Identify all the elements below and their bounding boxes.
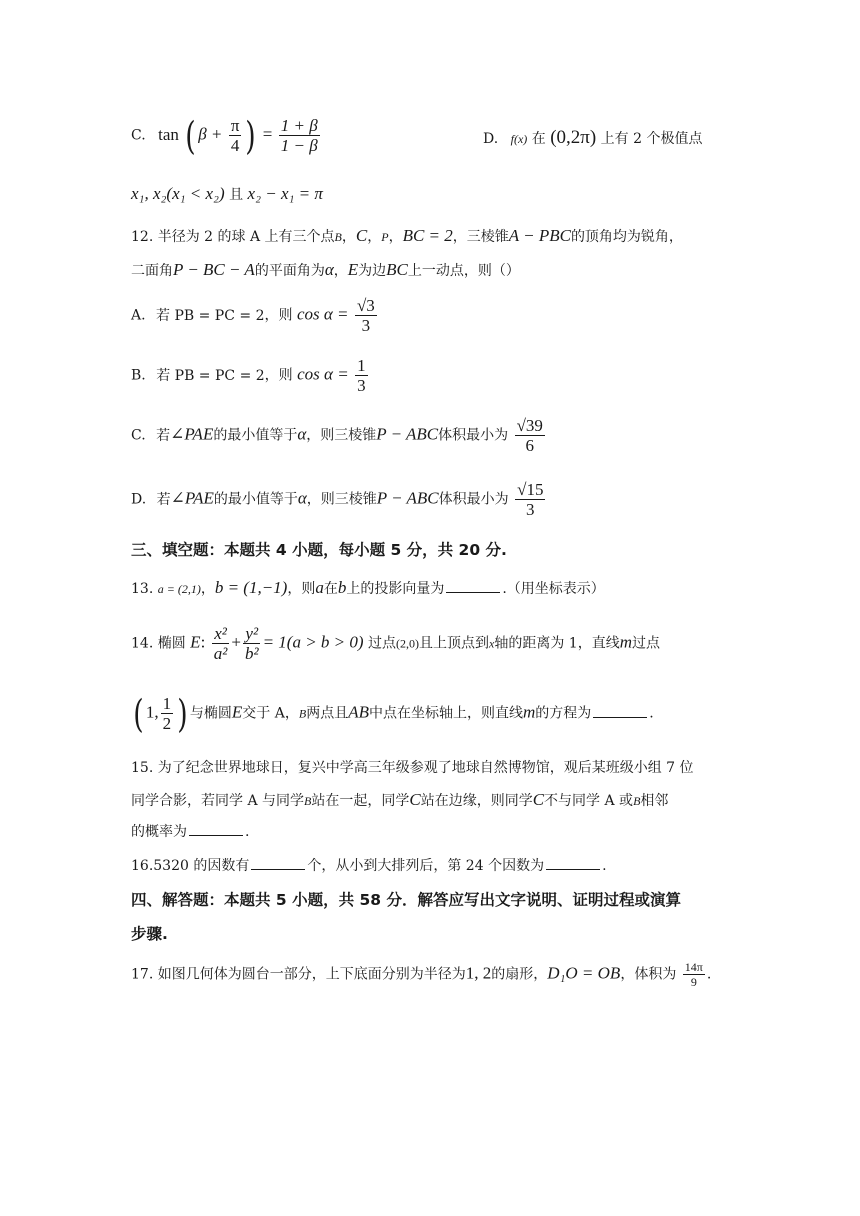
- option-label: D.: [483, 131, 499, 147]
- question-number: 12.: [131, 229, 154, 245]
- q12-option-b: B. 若 PB = PC = 2，则 cos α = $\frac{1}{3}$: [131, 356, 366, 395]
- q11-option-d: D. f(x) 在 (0,2π) 上有 2 个极值点: [483, 127, 703, 148]
- q12-option-c: C. 若∠PAE的最小值等于α，则三棱锥P − ABC体积最小为 $\frac{√39}{6}$: [131, 416, 543, 455]
- q14-line2: ( 1, $\frac{1}{2}$ ) 与椭圆E交于 A，B两点且AB中点在坐标轴上，则直线m的方程为 .: [133, 691, 654, 736]
- option-label: C.: [131, 127, 146, 144]
- question-number: 13.: [131, 581, 154, 597]
- option-label: B.: [131, 367, 146, 384]
- question-number: 14.: [131, 635, 154, 652]
- question-number: 17.: [131, 966, 154, 983]
- answer-blank[interactable]: [546, 869, 600, 870]
- tan-argument: β +: [198, 124, 223, 144]
- q15-line1: 15. 为了纪念世界地球日，复兴中学高三年级参观了地球自然博物馆，观后某班级小组 7 位: [131, 760, 694, 776]
- q12-line1: 12. 半径为 2 的球 A 上有三个点B，C，P，BC = 2，三棱锥A − PBC的顶角均为锐角，: [131, 226, 683, 245]
- option-label: A.: [131, 307, 146, 324]
- q12-option-a: A. 若 PB = PC = 2，则 cos α = $\frac{√3}{3}$: [131, 296, 375, 335]
- q12-option-d: D. 若∠PAE的最小值等于α，则三棱锥P − ABC体积最小为 $\frac{√15}{3}$: [131, 480, 544, 519]
- option-label: C.: [131, 427, 146, 444]
- q17-line: 17. 如图几何体为圆台一部分，上下底面分别为半径为1, 2的扇形，D₁O = OB，体积为 $\frac{14\pi}{9}$ .: [131, 960, 712, 989]
- question-number: 16.: [131, 858, 154, 874]
- q11-option-c: C. tan ( β + $\frac{\pi}{4}$ ) = $\frac{1 + \beta}{1 - \beta}$: [131, 113, 318, 158]
- tan-function: tan: [158, 124, 179, 144]
- q15-line2: 同学合影，若同学 A 与同学B站在一起，同学C站在边缘，则同学C不与同学 A 或B相邻: [131, 790, 669, 809]
- answer-blank[interactable]: [593, 717, 647, 718]
- q11-continuation: x₁, x₂(x₁ < x₂) 且 x₂ − x₁ = π: [131, 184, 323, 203]
- q14-line1: 14. 椭圆 E: $\frac{\text{x²}}{\text{a²}}$ + $\frac{\text{y²}}{\text{b²}}$ = 1(a > b > 0) 过点(2,0)且上顶点到x轴的距离为 1，直线m过点: [131, 624, 660, 663]
- answer-blank[interactable]: [251, 869, 305, 870]
- section-four-heading-line2: 步骤.: [131, 925, 168, 943]
- section-four-heading-line1: 四、解答题：本题共 5 小题，共 58 分．解答应写出文字说明、证明过程或演算: [131, 891, 681, 909]
- q15-line3: 的概率为 .: [131, 824, 250, 840]
- c-rhs-fraction: $\frac{1 + \beta}{1 - \beta}$: [280, 116, 318, 155]
- option-label: D.: [131, 491, 147, 508]
- answer-blank[interactable]: [446, 592, 500, 593]
- q13-line: 13. a = (2,1)，b = (1,−1)，则a在b上的投影向量为 .（用坐标表示）: [131, 578, 605, 597]
- q12-line2: 二面角P − BC − A的平面角为α，E为边BC上一动点，则（）: [131, 260, 520, 279]
- pi-over-4-fraction: $\frac{\pi}{4}$: [230, 116, 240, 155]
- answer-blank[interactable]: [189, 835, 243, 836]
- question-number: 15.: [131, 760, 154, 776]
- q16-line: 16.5320 的因数有 个，从小到大排列后，第 24 个因数为 .: [131, 858, 607, 874]
- section-three-heading: 三、填空题：本题共 4 小题，每小题 5 分，共 20 分.: [131, 541, 507, 559]
